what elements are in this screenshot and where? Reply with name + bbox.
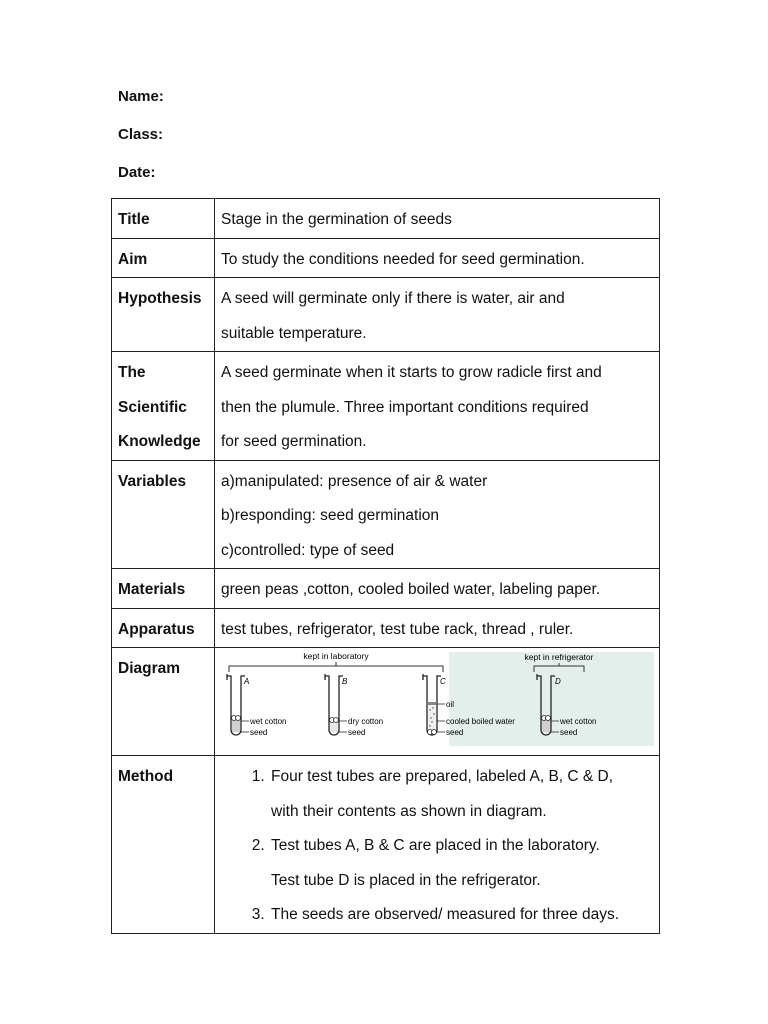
tube-c-letter: C [440, 677, 446, 686]
diagram-cell [215, 648, 660, 756]
materials-label: Materials [112, 569, 215, 609]
tube-b-dry-cotton: dry cotton [348, 717, 384, 726]
materials-value: green peas ,cotton, cooled boiled water, labeling paper. [215, 569, 660, 609]
knowledge-label-line: The [118, 364, 146, 381]
hypothesis-value [215, 278, 660, 352]
method-row [112, 756, 660, 934]
method-step [269, 829, 653, 898]
lab-report-table [111, 198, 660, 934]
knowledge-row [112, 352, 660, 461]
method-step-line: 1. Four test tubes are prepared, labeled A, B, C & D, [271, 768, 614, 785]
knowledge-line: for seed germination. [221, 433, 367, 450]
method-steps [221, 760, 653, 933]
tube-c-cooled-water: cooled boiled water [446, 717, 515, 726]
knowledge-label-line: Scientific [118, 398, 187, 416]
tube-d-wet-cotton: wet cotton [560, 717, 597, 726]
variables-value [215, 460, 660, 569]
diagram-row [112, 648, 660, 756]
method-value [215, 756, 660, 934]
title-value: Stage in the germination of seeds [215, 199, 660, 239]
kept-in-laboratory-label: kept in laboratory [303, 651, 369, 661]
hypothesis-row [112, 278, 660, 352]
title-row [112, 199, 660, 239]
tube-a-seed: seed [250, 728, 268, 737]
knowledge-line: then the plumule. Three important conditions required [221, 398, 589, 416]
kept-in-refrigerator-label: kept in refrigerator [524, 652, 594, 662]
title-label: Title [112, 199, 215, 239]
tube-c-seed: seed [446, 728, 464, 737]
aim-label: Aim [112, 238, 215, 278]
tube-a-wet-cotton: wet cotton [250, 717, 287, 726]
apparatus-row [112, 608, 660, 648]
apparatus-label: Apparatus [112, 608, 215, 648]
hypothesis-label: Hypothesis [112, 278, 215, 352]
method-step-line: with their contents as shown in diagram. [271, 802, 547, 820]
variable-controlled: c)controlled: type of seed [221, 541, 395, 559]
name-label: Name: [118, 88, 164, 105]
method-step [269, 760, 653, 829]
knowledge-value [215, 352, 660, 461]
materials-row [112, 569, 660, 609]
tube-d-seed: seed [560, 728, 578, 737]
tube-a-letter: A [244, 677, 250, 686]
tube-d-letter: D [555, 677, 561, 686]
tube-b-letter: B [342, 677, 348, 686]
diagram-label: Diagram [112, 648, 215, 756]
method-label: Method [112, 756, 215, 934]
aim-value: To study the conditions needed for seed germination. [215, 238, 660, 278]
tube-b-seed: seed [348, 728, 366, 737]
apparatus-value: test tubes, refrigerator, test tube rack, thread , ruler. [215, 608, 660, 648]
tube-c-oil: oil [446, 700, 455, 709]
variable-responding: b)responding: seed germination [221, 507, 439, 524]
knowledge-label-line: Knowledge [118, 433, 201, 450]
hypothesis-line: suitable temperature. [221, 324, 367, 342]
knowledge-line: A seed germinate when it starts to grow radicle first and [221, 364, 602, 381]
method-step-line: 2. Test tubes A, B & C are placed in the laboratory. [271, 837, 600, 854]
variable-manipulated: a)manipulated: presence of air & water [221, 472, 488, 490]
aim-row [112, 238, 660, 278]
date-label: Date: [118, 164, 156, 181]
knowledge-label [112, 352, 215, 461]
method-step-line: Test tube D is placed in the refrigerator. [271, 871, 541, 889]
variables-row [112, 460, 660, 569]
class-label: Class: [118, 126, 164, 143]
method-step-line: 3. The seeds are observed/ measured for three days. [271, 906, 620, 923]
variables-label: Variables [112, 460, 215, 569]
method-step [269, 898, 653, 933]
germination-diagram [219, 650, 655, 748]
hypothesis-line: A seed will germinate only if there is water, air and [221, 290, 565, 307]
